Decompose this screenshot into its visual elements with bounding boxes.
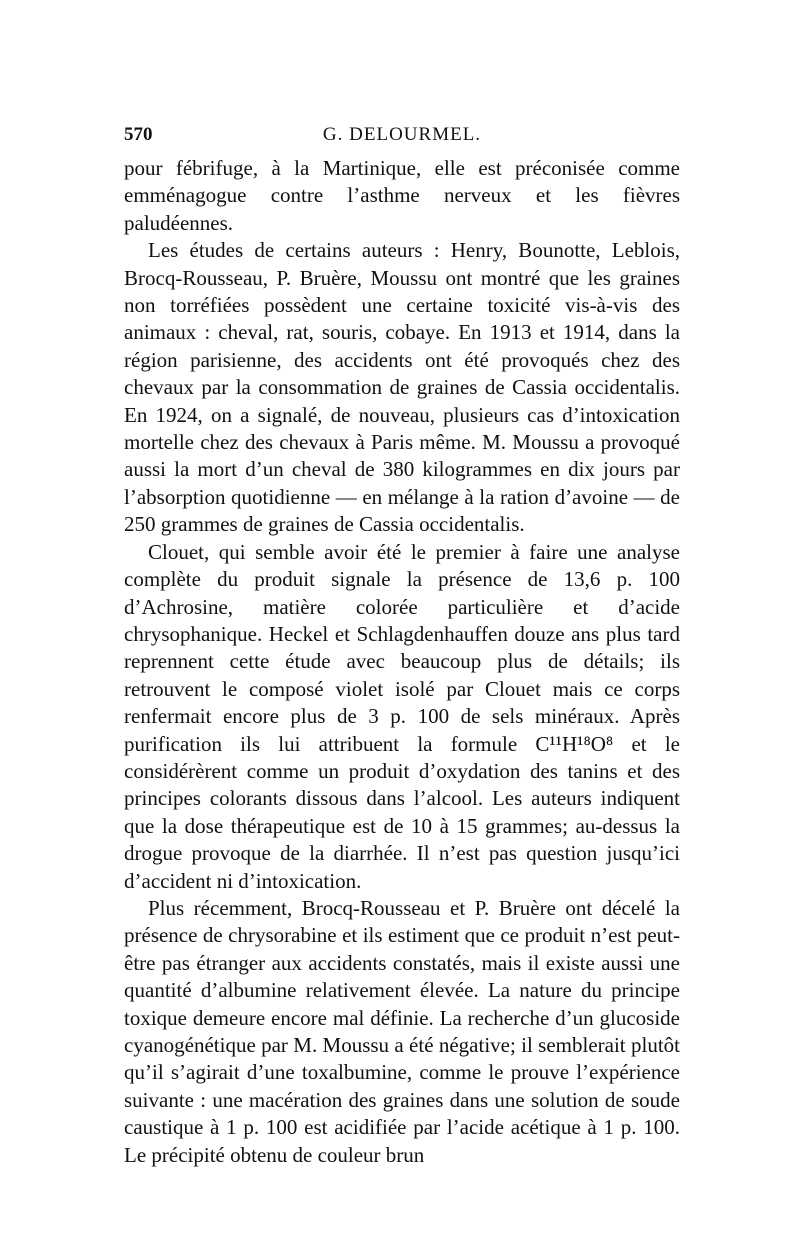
paragraph-3: Clouet, qui semble avoir été le premier à faire une analyse complète du produit signale la présence de 13,6 p. 100 d’Achrosine, matière colorée particulière et d’acide chrysophanique. Heckel et Schlagdenhauffen douze ans plus tard reprennent cette étude avec beaucoup plus de détails; ils retrouvent le composé violet isolé par Clouet mais ce corps renfermait encore plus de 3 p. 100 de sels minéraux. Après purification ils lui attribuent la formule C¹¹H¹⁸O⁸ et le considérèrent comme un produit d’oxydation des tanins et des principes colorants dissous dans l’alcool. Les auteurs indiquent que la dose thérapeutique est de 10 à 15 grammes; au-dessus la drogue provoque de la diarrhée. Il n’est pas question jusqu’ici d’accident ni d’intoxication. xyxy=(124,539,680,893)
paragraph-2: Les études de certains auteurs : Henry, Bounotte, Leblois, Brocq-Rousseau, P. Bruère, Moussu ont montré que les graines non torréfiées possèdent une certaine toxicité vis-à-vis des animaux : cheval, rat, souris, cobaye. En 1913 et 1914, dans la région parisienne, des accidents ont été provoqués chez des chevaux par la consommation de graines de Cassia occidentalis. En 1924, on a signalé, de nouveau, plusieurs cas d’intoxication mortelle chez des chevaux à Paris même. M. Moussu a provoqué aussi la mort d’un cheval de 380 kilogrammes en dix jours par l’absorption quotidienne — en mélange à la ration d’avoine — de 250 grammes de graines de Cassia occidentalis. xyxy=(124,238,680,537)
running-head: G. DELOURMEL. xyxy=(322,124,482,145)
body-text xyxy=(124,155,680,1169)
page-number: 570 xyxy=(124,124,153,145)
page-header xyxy=(124,120,680,150)
paragraph-1: pour fébrifuge, à la Martinique, elle est préconisée comme emménagogue contre l’asthme nerveux et les fièvres paludéennes. xyxy=(124,156,680,235)
book-page xyxy=(124,120,680,1169)
paragraph-4: Plus récemment, Brocq-Rousseau et P. Bruère ont décelé la présence de chrysorabine et ils estiment que ce produit n’est peut-être pas étranger aux accidents constatés, mais il existe aussi une quantité d’albumine relativement élevée. La nature du principe toxique demeure encore mal définie. La recherche d’un glucoside cyanogénétique par M. Moussu a été négative; il semblerait plutôt qu’il s’agirait d’une toxalbumine, comme le prouve l’expérience suivante : une macération des graines dans une solution de soude caustique à 1 p. 100 est acidifiée par l’acide acétique à 1 p. 100. Le précipité obtenu de couleur brun xyxy=(124,895,680,1167)
